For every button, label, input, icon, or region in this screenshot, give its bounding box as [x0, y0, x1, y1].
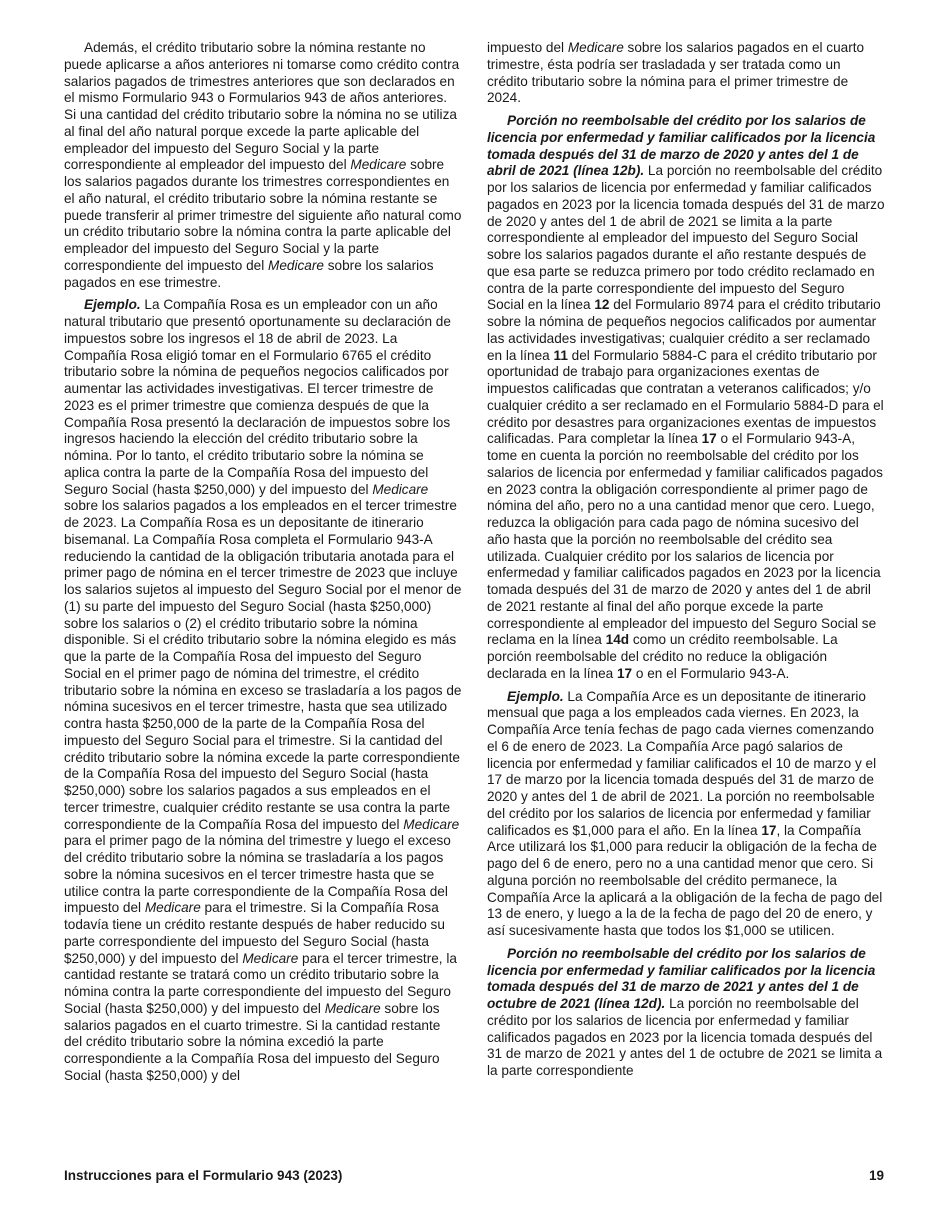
paragraph-continuation: impuesto del Medicare sobre los salarios pagados en el cuarto trimestre, ésta podría ser trasladada y ser tratada como un crédito tributario sobre la nómina para el primer trimestre de 2024.	[487, 40, 865, 106]
paragraph-line-12d: Porción no reembolsable del crédito por los salarios de licencia por enfermedad y familiar calificados por la licencia tomada después del 31 de marzo de 2021 y antes del 1 de octubre de 2021 (línea 12d). La porción no reembolsable del crédito por los salarios de licencia por enfermedad y familiar calificados pagados en 2023 por la licencia tomada después del 31 de marzo de 2021 y antes del 1 de octubre de 2021 se limita a la parte correspondiente	[487, 945, 883, 1078]
page-footer	[64, 1168, 884, 1183]
line-12b-heading: Porción no reembolsable del crédito por los salarios de licencia por enfermedad y familiar calificados por la licencia tomada después del 31 de marzo de 2020 y antes del 1 de abril de 2021 (línea 12b).	[487, 113, 876, 179]
paragraph-line-12b: Porción no reembolsable del crédito por los salarios de licencia por enfermedad y familiar calificados por la licencia tomada después del 31 de marzo de 2020 y antes del 1 de abril de 2021 (línea 12b). La porción no reembolsable del crédito por los salarios de licencia por enfermedad y familiar calificados pagados en 2023 por la licencia tomada después del 31 de marzo de 2020 y antes del 1 de abril de 2021 se limita a la parte correspondiente al empleador del impuesto del Seguro Social sobre los salarios pagados durante el año restante después de que esa parte se reduzca primero por todo crédito reclamado en contra de la parte correspondiente del impuesto del Seguro Social en la línea 12 del Formulario 8974 para el crédito tributario sobre la nómina de pequeños negocios calificados por aumentar las actividades investigativas; cualquier crédito a ser reclamado en la línea 11 del Formulario 5884-C para el crédito tributario por oportunidad de trabajo para organizaciones exentas de impuestos calificadas que contratan a veteranos calificados; y/o cualquier crédito a ser reclamado en el Formulario 5884-D para el crédito por desastres para organizaciones exentas de impuestos calificadas. Para completar la línea 17 o el Formulario 943-A, tome en cuenta la porción no reembolsable del crédito por los salarios de licencia por enfermedad y familiar calificados pagados en 2023 contra la obligación correspondiente al primer pago de nómina del año, pero no a una cantidad menor que cero. Luego, reduzca la obligación para cada pago de nómina sucesivo del año hasta que la porción no reembolsable del crédito sea utilizada. Cualquier crédito por los salarios de licencia por enfermedad y familiar calificados pagados en 2023 por la licencia tomada después del 31 de marzo de 2020 y antes del 1 de abril de 2021 restante al final del año porque excede la parte correspondiente al empleador del impuesto del Seguro Social se reclama en la línea 14d como un crédito reembolsable. La porción reembolsable del crédito no reduce la obligación declarada en la línea 17 o en el Formulario 943-A.	[487, 113, 885, 681]
line-12d-heading: Porción no reembolsable del crédito por los salarios de licencia por enfermedad y familiar calificados por la licencia tomada después del 31 de marzo de 2021 y antes del 1 de octubre de 2021 (línea 12d).	[487, 945, 876, 1011]
right-column	[487, 40, 885, 1084]
example-heading: Ejemplo.	[84, 297, 141, 313]
footer-title: Instrucciones para el Formulario 943 (2023)	[64, 1168, 343, 1183]
paragraph-payroll-credit-carryover: Además, el crédito tributario sobre la nómina restante no puede aplicarse a años anteriores ni tomarse como crédito contra salarios pagados de trimestres anteriores que son declarados en el mismo Formulario 943 o Formularios 943 de años anteriores. Si una cantidad del crédito tributario sobre la nómina no se utiliza al final del año natural porque excede la parte aplicable del empleador del impuesto del Seguro Social y la parte correspondiente al empleador del impuesto del Medicare sobre los salarios pagados durante los trimestres correspondientes en el año natural, el crédito tributario sobre la nómina restante se puede transferir al primer trimestre del siguiente año natural como un crédito tributario sobre la nómina contra la parte aplicable del empleador del impuesto del Seguro Social y la parte correspondiente del impuesto del Medicare sobre los salarios pagados en ese trimestre.	[64, 40, 462, 290]
paragraph-example-arce: Ejemplo. La Compañía Arce es un depositante de itinerario mensual que paga a los empleados cada viernes. En 2023, la Compañía Arce tenía fechas de pago cada viernes comenzando el 6 de enero de 2023. La Compañía Arce pagó salarios de licencia por enfermedad y familiar calificados el 10 de marzo y el 17 de marzo por la licencia tomada después del 31 de marzo de 2020 y antes del 1 de abril de 2021. La porción no reembolsable del crédito por los salarios de licencia por enfermedad y familiar calificados es $1,000 para el año. En la línea 17, la Compañía Arce utilizará los $1,000 para reducir la obligación de la fecha de pago del 6 de enero, pero no a una cantidad menor que cero. Si alguna porción no reembolsable del crédito permanece, la Compañía Arce la aplicará a la obligación de la fecha de pago del 13 de enero, y luego a la de la fecha de pago del 20 de enero, y así sucesivamente hasta que todos los $1,000 se utilicen.	[487, 688, 883, 938]
page-number: 19	[868, 1168, 884, 1183]
example-heading: Ejemplo.	[507, 688, 564, 704]
left-column	[64, 40, 462, 1091]
paragraph-example-rosa: Ejemplo. La Compañía Rosa es un empleador con un año natural tributario que presentó oportunamente su declaración de impuestos sobre los ingresos el 18 de abril de 2023. La Compañía Rosa eligió tomar en el Formulario 6765 el crédito tributario sobre la nómina de pequeños negocios calificados por aumentar las actividades investigativas. El tercer trimestre de 2023 es el primer trimestre que comienza después de que la Compañía Rosa presentó la declaración de impuestos sobre los ingresos haciendo la elección del crédito tributario sobre la nómina. Por lo tanto, el crédito tributario sobre la nómina se aplica contra la parte de la Compañía Rosa del impuesto del Seguro Social (hasta $250,000) y del impuesto del Medicare sobre los salarios pagados a los empleados en el tercer trimestre de 2023. La Compañía Rosa es un depositante de itinerario bisemanal. La Compañía Rosa completa el Formulario 943-A reduciendo la cantidad de la obligación tributaria anotada para el primer pago de nómina en el tercer trimestre de 2023 que incluye los salarios sujetos al impuesto del Seguro Social por el menor de (1) su parte del impuesto del Seguro Social (hasta $250,000) sobre los salarios o (2) el crédito tributario sobre la nómina disponible. Si el crédito tributario sobre la nómina elegido es más que la parte de la Compañía Rosa del impuesto del Seguro Social en el primer pago de nómina del trimestre, el crédito tributario sobre la nómina en exceso se trasladaría a los pagos de nómina sucesivos en el tercer trimestre, hasta que sea utilizado contra hasta $250,000 de la parte de la Compañía Rosa del impuesto del Seguro Social para el trimestre. Si la cantidad del crédito tributario sobre la nómina excede la parte correspondiente de la Compañía Rosa del impuesto del Seguro Social (hasta $250,000) sobre los salarios pagados a sus empleados en el tercer trimestre, cualquier crédito restante se usa contra la parte correspondiente de la Compañía Rosa del impuesto del Medicare para el primer pago de la nómina del trimestre y luego el exceso del crédito tributario sobre la nómina se trasladaría a los pagos sobre la nómina sucesivos en el tercer trimestre hasta que se utilice contra la parte correspondiente de la Compañía Rosa del impuesto del Medicare para el trimestre. Si la Compañía Rosa todavía tiene un crédito restante después de haber reducido su parte correspondiente del impuesto del Seguro Social (hasta $250,000) y del impuesto del Medicare para el tercer trimestre, la cantidad restante se tratará como un crédito tributario sobre la nómina contra la parte correspondiente del impuesto del Seguro Social (hasta $250,000) y del impuesto del Medicare sobre los salarios pagados en el cuarto trimestre. Si la cantidad restante del crédito tributario sobre la nómina excedió la parte correspondiente a la Compañía Rosa del impuesto del Seguro Social (hasta $250,000) y del	[64, 297, 462, 1083]
